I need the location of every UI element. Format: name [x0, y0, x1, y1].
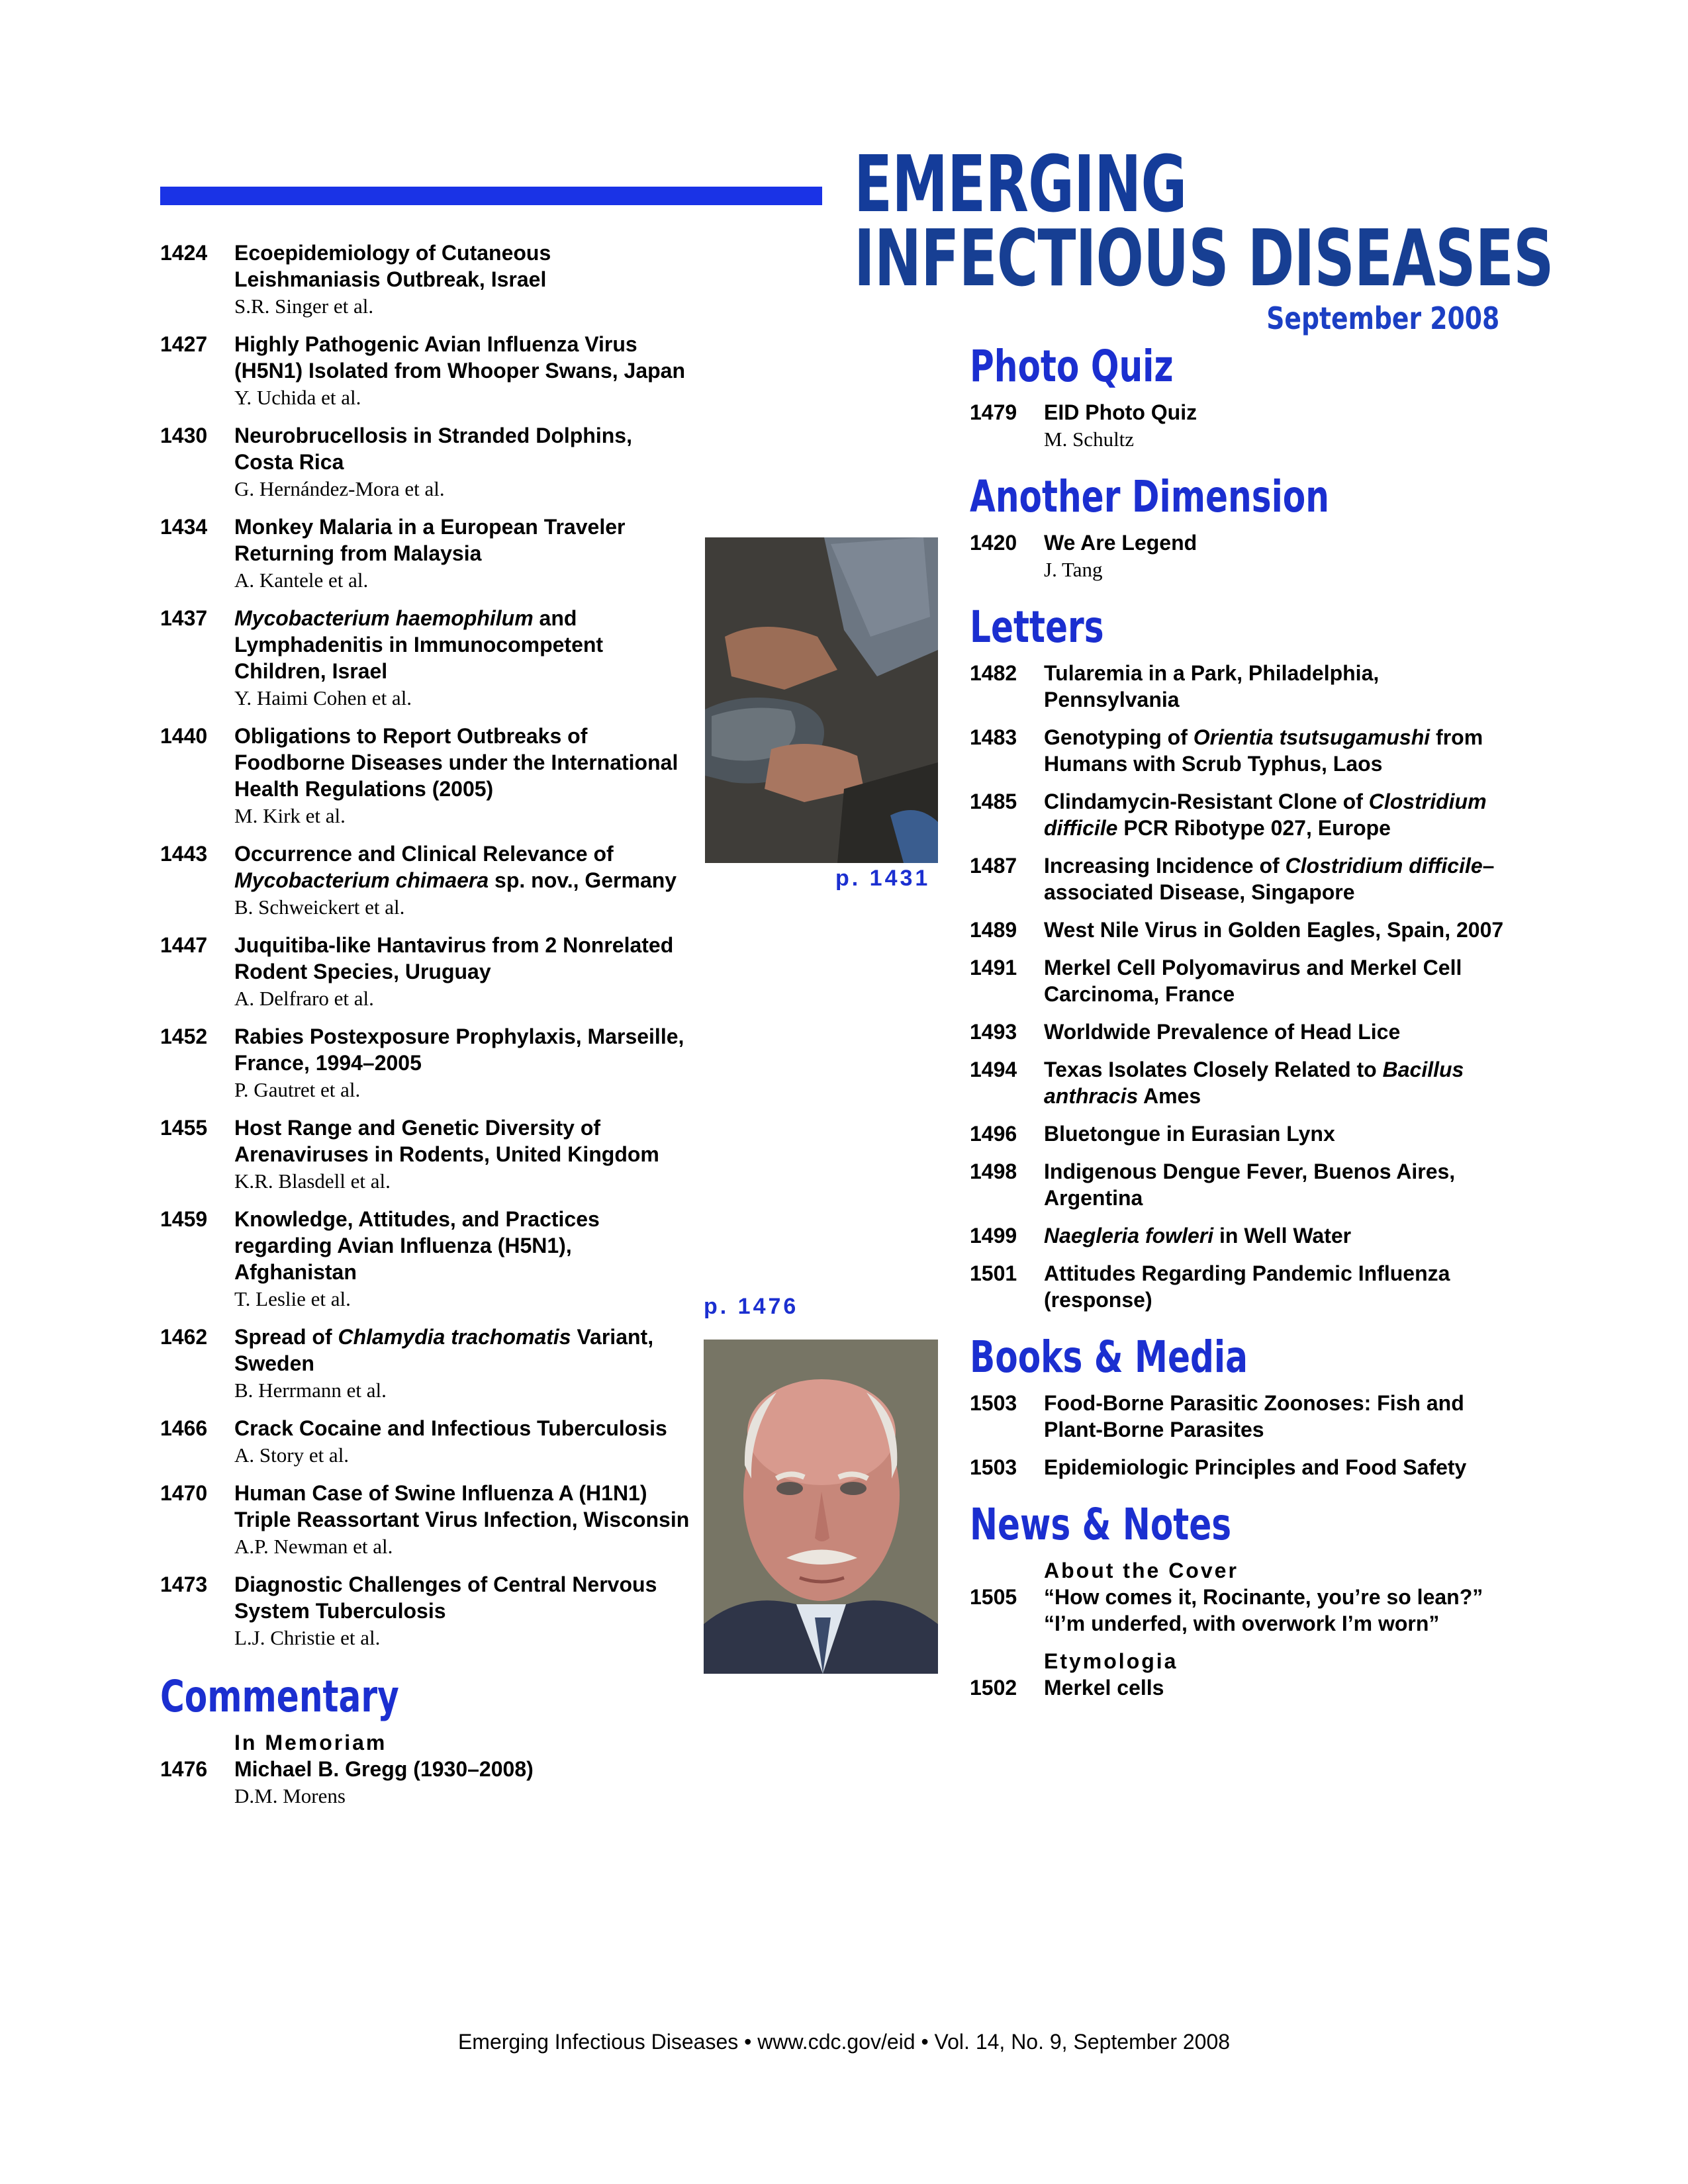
- article-title[interactable]: Genotyping of Orientia tsutsugamushi from Humans with Scrub Typhus, Laos: [1044, 725, 1483, 776]
- page-number: 1479: [970, 400, 1017, 424]
- page-number: 1420: [970, 531, 1017, 555]
- article-title[interactable]: Monkey Malaria in a European Traveler Returning from Malaysia: [234, 515, 626, 565]
- letter-entry[interactable]: [970, 660, 1519, 713]
- article-authors: A. Kantele et al.: [234, 569, 369, 592]
- page-number: 1430: [160, 424, 208, 447]
- page-number: 1498: [970, 1160, 1017, 1183]
- section-heading-news-notes: News & Notes: [970, 1499, 1232, 1550]
- page-number: 1494: [970, 1058, 1017, 1081]
- section-heading-books-media: Books & Media: [970, 1332, 1248, 1383]
- column-kicker: In Memoriam: [234, 1731, 387, 1754]
- page-number: 1462: [160, 1325, 208, 1349]
- journal-masthead: [854, 138, 1554, 336]
- news-note-entry[interactable]: [970, 1674, 1519, 1701]
- article-authors: A.P. Newman et al.: [234, 1535, 393, 1558]
- book-review-entry[interactable]: [970, 1390, 1519, 1443]
- article-authors: M. Schultz: [1044, 428, 1135, 451]
- masthead-line-1: EMERGING: [854, 138, 1187, 230]
- article-title[interactable]: Bluetongue in Eurasian Lynx: [1044, 1122, 1335, 1146]
- article-authors: L.J. Christie et al.: [234, 1626, 381, 1649]
- portrait-photo: [704, 1340, 938, 1674]
- letter-entry[interactable]: [970, 1158, 1519, 1211]
- article-authors: B. Herrmann et al.: [234, 1379, 387, 1402]
- page-number: 1483: [970, 725, 1017, 749]
- article-title[interactable]: Michael B. Gregg (1930–2008): [234, 1757, 534, 1781]
- page-number: 1447: [160, 933, 208, 957]
- column-kicker: About the Cover: [1044, 1559, 1239, 1582]
- article-title[interactable]: We Are Legend: [1044, 531, 1197, 555]
- dolphin-photo: [705, 537, 938, 863]
- article-title[interactable]: Naegleria fowleri in Well Water: [1044, 1224, 1352, 1248]
- page-number: 1501: [970, 1261, 1017, 1285]
- page-number: 1440: [160, 724, 208, 748]
- photo-quiz-list: [970, 399, 1519, 453]
- page-number: 1487: [970, 854, 1017, 878]
- masthead-line-2: INFECTIOUS DISEASES: [854, 212, 1554, 304]
- dolphin-handling-image: [705, 537, 938, 863]
- article-title[interactable]: Merkel cells: [1044, 1676, 1164, 1700]
- article-title[interactable]: “How comes it, Rocinante, you’re so lean?” “I’m underfed, with overwork I’m worn”: [1044, 1585, 1483, 1635]
- page-number: 1443: [160, 842, 208, 866]
- article-title[interactable]: Merkel Cell Polyomavirus and Merkel Cell Carcinoma, France: [1044, 956, 1462, 1006]
- photo2-caption: p. 1476: [704, 1294, 799, 1319]
- article-title[interactable]: Clindamycin-Resistant Clone of Clostridium difficile PCR Ribotype 027, Europe: [1044, 790, 1487, 840]
- news-notes-list: [970, 1557, 1519, 1701]
- article-title[interactable]: Indigenous Dengue Fever, Buenos Aires, Argentina: [1044, 1160, 1456, 1210]
- letters-list: [970, 660, 1519, 1313]
- research-entry[interactable]: [160, 1480, 690, 1560]
- page-number: 1427: [160, 332, 208, 356]
- page-number: 1499: [970, 1224, 1017, 1248]
- article-authors: K.R. Blasdell et al.: [234, 1169, 391, 1193]
- photo1-caption: p. 1431: [835, 866, 931, 891]
- article-title[interactable]: Spread of Chlamydia trachomatis Variant, Sweden: [234, 1325, 654, 1375]
- article-authors: D.M. Morens: [234, 1784, 346, 1807]
- research-entry[interactable]: [160, 932, 690, 1012]
- article-title[interactable]: Host Range and Genetic Diversity of Arenaviruses in Rodents, United Kingdom: [234, 1116, 659, 1166]
- article-title[interactable]: Increasing Incidence of Clostridium difficile–associated Disease, Singapore: [1044, 854, 1495, 904]
- article-title[interactable]: Worldwide Prevalence of Head Lice: [1044, 1020, 1401, 1044]
- page-number: 1455: [160, 1116, 208, 1140]
- article-authors: B. Schweickert et al.: [234, 895, 405, 919]
- article-title[interactable]: Obligations to Report Outbreaks of Foodborne Diseases under the International Health Regulations (2005): [234, 724, 679, 801]
- letter-entry[interactable]: [970, 1260, 1519, 1313]
- letter-entry[interactable]: [970, 724, 1519, 777]
- right-column: [970, 341, 1519, 1712]
- page-number: 1476: [160, 1757, 208, 1781]
- article-authors: A. Story et al.: [234, 1443, 350, 1467]
- article-title[interactable]: EID Photo Quiz: [1044, 400, 1197, 424]
- issue-date: September 2008: [1266, 300, 1499, 336]
- research-entry[interactable]: [160, 841, 690, 921]
- page-number: 1485: [970, 790, 1017, 813]
- section-heading-letters: Letters: [970, 602, 1104, 653]
- article-authors: M. Kirk et al.: [234, 804, 346, 827]
- portrait-image: [704, 1340, 938, 1674]
- article-title[interactable]: Highly Pathogenic Avian Influenza Virus (H5N1) Isolated from Whooper Swans, Japan: [234, 332, 685, 383]
- article-title[interactable]: West Nile Virus in Golden Eagles, Spain, 2007: [1044, 918, 1504, 942]
- another-dimension-entry[interactable]: [970, 529, 1519, 583]
- article-title[interactable]: Mycobacterium haemophilum and Lymphadenitis in Immunocompetent Children, Israel: [234, 606, 604, 683]
- article-authors: Y. Uchida et al.: [234, 386, 361, 409]
- article-authors: G. Hernández-Mora et al.: [234, 477, 445, 500]
- another-dimension-list: [970, 529, 1519, 583]
- header-rule: [160, 187, 822, 205]
- research-entry[interactable]: [160, 1206, 690, 1312]
- page-number: 1502: [970, 1676, 1017, 1700]
- page-number: 1434: [160, 515, 208, 539]
- page-number: 1437: [160, 606, 208, 630]
- commentary-entry[interactable]: [160, 1756, 690, 1809]
- article-authors: S.R. Singer et al.: [234, 295, 374, 318]
- column-kicker: Etymologia: [1044, 1649, 1178, 1673]
- page-footer: Emerging Infectious Diseases • www.cdc.gov/eid • Vol. 14, No. 9, September 2008: [457, 2030, 1231, 2054]
- research-entry[interactable]: [160, 723, 690, 829]
- research-entry[interactable]: [160, 514, 690, 594]
- article-authors: A. Delfraro et al.: [234, 987, 374, 1010]
- article-title[interactable]: Juquitiba-like Hantavirus from 2 Nonrelated Rodent Species, Uruguay: [234, 933, 674, 983]
- article-authors: J. Tang: [1044, 558, 1103, 581]
- research-entry[interactable]: [160, 1023, 690, 1103]
- article-title[interactable]: Human Case of Swine Influenza A (H1N1) Triple Reassortant Virus Infection, Wisconsin: [234, 1481, 690, 1531]
- news-note-entry[interactable]: [970, 1584, 1519, 1637]
- page-number: 1493: [970, 1020, 1017, 1044]
- page-number: 1473: [160, 1572, 208, 1596]
- page-number: 1503: [970, 1391, 1017, 1415]
- research-entry[interactable]: [160, 1571, 690, 1651]
- letter-entry[interactable]: [970, 1019, 1519, 1045]
- books-media-list: [970, 1390, 1519, 1480]
- page-number: 1459: [160, 1207, 208, 1231]
- letter-entry[interactable]: [970, 917, 1519, 943]
- page-number: 1489: [970, 918, 1017, 942]
- section-heading-commentary: Commentary: [160, 1671, 399, 1722]
- article-title[interactable]: Attitudes Regarding Pandemic Influenza (response): [1044, 1261, 1450, 1312]
- letter-entry[interactable]: [970, 1120, 1519, 1147]
- research-entry[interactable]: [160, 1415, 690, 1469]
- article-title[interactable]: Diagnostic Challenges of Central Nervous System Tuberculosis: [234, 1572, 657, 1623]
- letter-entry[interactable]: [970, 954, 1519, 1007]
- commentary-list: [160, 1729, 690, 1809]
- article-title[interactable]: Knowledge, Attitudes, and Practices regarding Avian Influenza (H5N1), Afghanistan: [234, 1207, 600, 1284]
- article-title[interactable]: Food-Borne Parasitic Zoonoses: Fish and Plant-Borne Parasites: [1044, 1391, 1464, 1441]
- research-entry[interactable]: [160, 1324, 690, 1404]
- page-number: 1424: [160, 241, 208, 265]
- research-entry[interactable]: [160, 605, 690, 711]
- research-entry[interactable]: [160, 1115, 690, 1195]
- article-title[interactable]: Crack Cocaine and Infectious Tuberculosis: [234, 1416, 667, 1440]
- letter-entry[interactable]: [970, 1222, 1519, 1249]
- article-authors: Y. Haimi Cohen et al.: [234, 686, 412, 709]
- article-title[interactable]: Rabies Postexposure Prophylaxis, Marseille, France, 1994–2005: [234, 1024, 684, 1075]
- letter-entry[interactable]: [970, 1056, 1519, 1109]
- article-title[interactable]: Tularemia in a Park, Philadelphia, Pennsylvania: [1044, 661, 1380, 711]
- research-entry[interactable]: [160, 422, 690, 502]
- page-number: 1491: [970, 956, 1017, 979]
- photo-quiz-entry[interactable]: [970, 399, 1519, 453]
- article-title[interactable]: Neurobrucellosis in Stranded Dolphins, Costa Rica: [234, 424, 632, 474]
- page-number: 1505: [970, 1585, 1017, 1609]
- page-number: 1470: [160, 1481, 208, 1505]
- book-review-entry[interactable]: [970, 1454, 1519, 1480]
- page-number: 1503: [970, 1455, 1017, 1479]
- letter-entry[interactable]: [970, 852, 1519, 905]
- research-entry[interactable]: [160, 240, 690, 320]
- page-number: 1496: [970, 1122, 1017, 1146]
- page-number: 1452: [160, 1024, 208, 1048]
- letter-entry[interactable]: [970, 788, 1519, 841]
- article-title[interactable]: Epidemiologic Principles and Food Safety: [1044, 1455, 1467, 1479]
- page-number: 1482: [970, 661, 1017, 685]
- article-authors: P. Gautret et al.: [234, 1078, 361, 1101]
- page-number: 1466: [160, 1416, 208, 1440]
- article-title[interactable]: Ecoepidemiology of Cutaneous Leishmaniasis Outbreak, Israel: [234, 241, 551, 291]
- article-title[interactable]: Occurrence and Clinical Relevance of Mycobacterium chimaera sp. nov., Germany: [234, 842, 677, 892]
- section-heading-photo-quiz: Photo Quiz: [970, 341, 1174, 392]
- research-articles-list: [160, 240, 690, 1651]
- section-heading-another-dimension: Another Dimension: [970, 471, 1329, 522]
- article-authors: T. Leslie et al.: [234, 1287, 351, 1310]
- left-column: [160, 240, 690, 1821]
- research-entry[interactable]: [160, 331, 690, 411]
- article-title[interactable]: Texas Isolates Closely Related to Bacillus anthracis Ames: [1044, 1058, 1464, 1108]
